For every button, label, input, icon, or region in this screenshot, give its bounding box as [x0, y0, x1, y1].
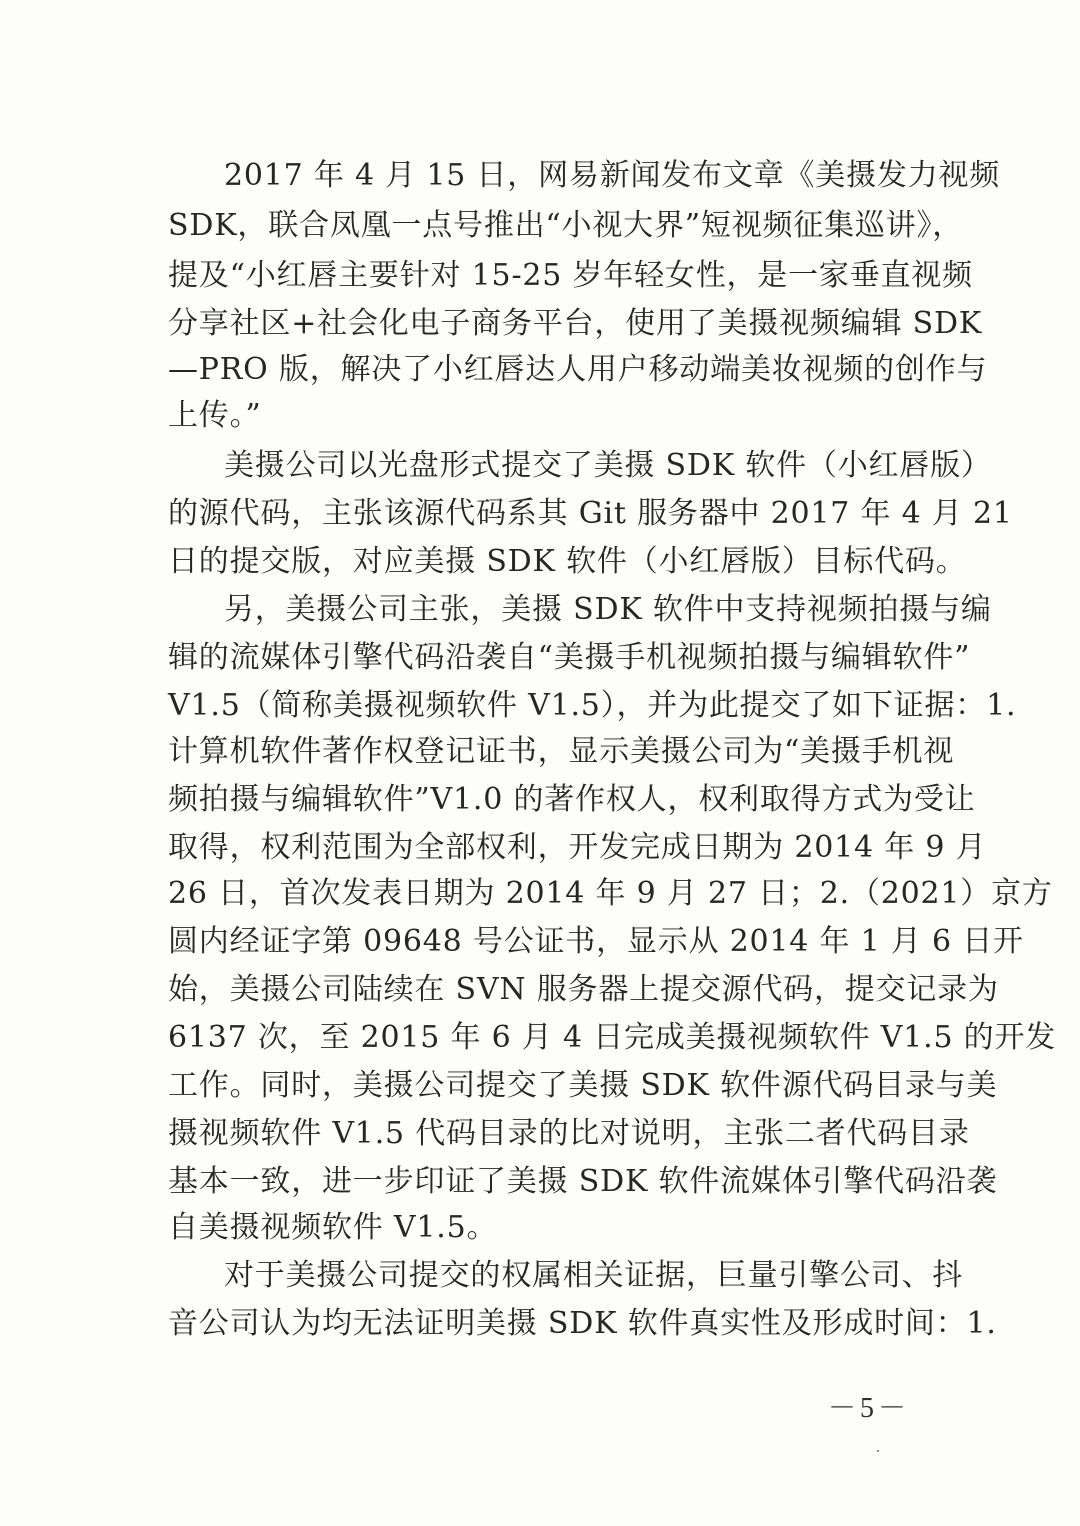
text-line: 2017 年 4 月 15 日，网易新闻发布文章《美摄发力视频	[224, 158, 1001, 193]
text-line: 音公司认为均无法证明美摄 SDK 软件真实性及形成时间：1.	[168, 1306, 997, 1341]
scan-speck	[877, 1450, 879, 1452]
text-line: 圆内经证字第 09648 号公证书，显示从 2014 年 1 月 6 日开	[168, 924, 1024, 959]
text-line: 提及“小红唇主要针对 15-25 岁年轻女性，是一家垂直视频	[168, 258, 973, 293]
text-line: 摄视频软件 V1.5 代码目录的比对说明，主张二者代码目录	[168, 1116, 970, 1151]
page-number: －5－	[828, 1393, 911, 1424]
text-line: 日的提交版，对应美摄 SDK 软件（小红唇版）目标代码。	[168, 544, 967, 579]
text-line: 基本一致，进一步印证了美摄 SDK 软件流媒体引擎代码沿袭	[168, 1164, 998, 1199]
text-line: 另，美摄公司主张，美摄 SDK 软件中支持视频拍摄与编	[224, 592, 992, 627]
text-line: 工作。同时，美摄公司提交了美摄 SDK 软件源代码目录与美	[168, 1068, 998, 1103]
text-line: 的源代码，主张该源代码系其 Git 服务器中 2017 年 4 月 21	[168, 496, 1013, 531]
text-line: 对于美摄公司提交的权属相关证据，巨量引擎公司、抖	[224, 1258, 964, 1293]
text-line: 始，美摄公司陆续在 SVN 服务器上提交源代码，提交记录为	[168, 972, 999, 1007]
text-line: V1.5（简称美摄视频软件 V1.5），并为此提交了如下证据：1.	[168, 688, 1017, 723]
text-line: 取得，权利范围为全部权利，开发完成日期为 2014 年 9 月	[168, 830, 987, 865]
text-line: 6137 次，至 2015 年 6 月 4 日完成美摄视频软件 V1.5 的开发	[168, 1020, 1057, 1055]
text-line: 自美摄视频软件 V1.5。	[168, 1210, 498, 1245]
text-line: 分享社区+社会化电子商务平台，使用了美摄视频编辑 SDK	[168, 306, 983, 341]
text-line: 计算机软件著作权登记证书，显示美摄公司为“美摄手机视	[168, 734, 955, 769]
text-line: 26 日，首次发表日期为 2014 年 9 月 27 日；2.（2021）京方	[168, 876, 1053, 911]
text-line: SDK，联合凤凰一点号推出“小视大界”短视频征集巡讲》，	[168, 208, 964, 243]
text-line: 频拍摄与编辑软件”V1.0 的著作权人，权利取得方式为受让	[168, 782, 976, 817]
text-line: 美摄公司以光盘形式提交了美摄 SDK 软件（小红唇版）	[224, 448, 992, 483]
text-line: —PRO 版，解决了小红唇达人用户移动端美妆视频的创作与	[168, 352, 988, 387]
text-line: 辑的流媒体引擎代码沿袭自“美摄手机视频拍摄与编辑软件”	[168, 640, 971, 675]
text-line: 上传。”	[168, 398, 262, 433]
